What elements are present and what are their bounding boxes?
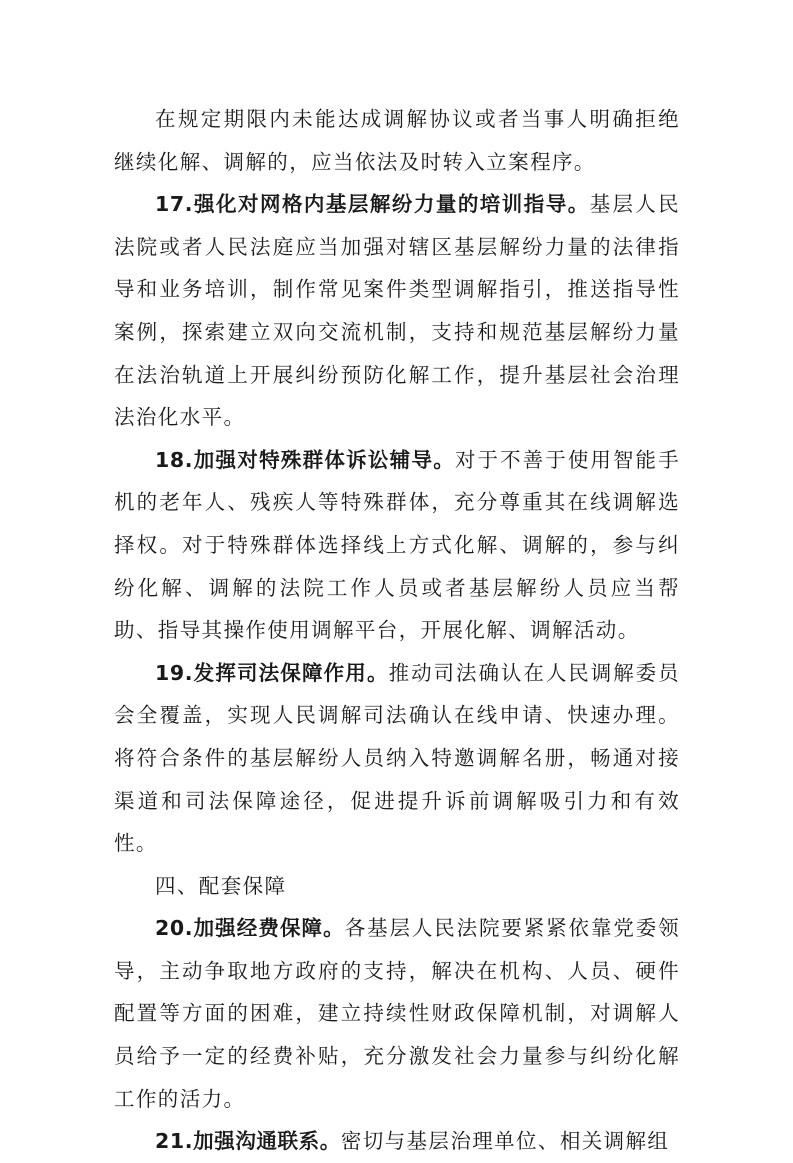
paragraph-item-21 [114,1120,680,1163]
paragraph-item-19 [114,652,680,865]
paragraph-item-20 [114,907,680,1120]
item-20-heading: 20.加强经费保障。 [155,916,345,941]
item-17-heading: 17.强化对网格内基层解纷力量的培训指导。 [155,192,590,217]
paragraph-text: 各基层人民法院要紧紧依靠党委领导，主动争取地方政府的支持，解决在机构、人员、硬件配置等方面的困难，建立持续性财政保障机制，对调解人员给予一定的经费补贴，充分激发社会力量参与纠纷化解工作的活力。 [114,916,680,1111]
paragraph-text: 基层人民法院或者人民法庭应当加强对辖区基层解纷力量的法律指导和业务培训，制作常见案件类型调解指引，推送指导性案例，探索建立双向交流机制，支持和规范基层解纷力量在法治轨道上开展纠纷预防化解工作，提升基层社会治理法治化水平。 [114,192,680,430]
paragraph-text: 在规定期限内未能达成调解协议或者当事人明确拒绝继续化解、调解的，应当依法及时转入立案程序。 [114,107,680,174]
paragraph-item-18 [114,439,680,652]
item-21-heading: 21.加强沟通联系。 [155,1129,341,1154]
paragraph-item-17 [114,183,680,439]
paragraph-text: 对于不善于使用智能手机的老年人、残疾人等特殊群体，充分尊重其在线调解选择权。对于特殊群体选择线上方式化解、调解的，参与纠纷化解、调解的法院工作人员或者基层解纷人员应当帮助、指导其操作使用调解平台，开展化解、调解活动。 [114,447,680,643]
item-18-heading: 18.加强对特殊群体诉讼辅导。 [155,447,455,472]
document-body [114,98,680,1163]
paragraph-text: 推动司法确认在人民调解委员会全覆盖，实现人民调解司法确认在线申请、快速办理。将符合条件的基层解纷人员纳入特邀调解名册，畅通对接渠道和司法保障途径，促进提升诉前调解吸引力和有效性。 [114,660,681,856]
section-heading-4 [114,865,680,908]
paragraph-continuation [114,98,680,183]
paragraph-text: 密切与基层治理单位、相关调解组 [340,1129,670,1154]
item-19-heading: 19.发挥司法保障作用。 [155,660,389,685]
section-title: 四、配套保障 [155,873,287,898]
